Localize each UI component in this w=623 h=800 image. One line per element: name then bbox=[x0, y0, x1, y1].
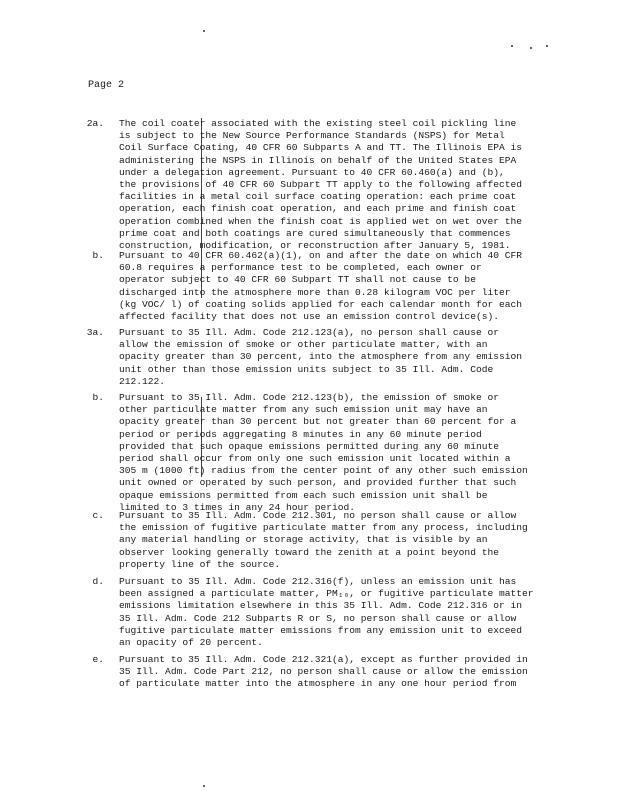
paragraph-line: unit other than those emission units subject to 35 Ill. Adm. Code bbox=[119, 363, 494, 375]
paragraph-3a bbox=[119, 327, 537, 388]
scan-speck bbox=[546, 45, 548, 47]
paragraph-line: (kg VOC/ l) of coating solids applied for each calendar month for each bbox=[119, 298, 523, 310]
paragraph-line: the provisions of 40 CFR 60 Subpart TT apply to the following affected bbox=[119, 179, 523, 191]
paragraph-label: e. bbox=[92, 654, 104, 665]
paragraph-line: opaque emissions permitted from each such emission unit shall be bbox=[119, 489, 488, 501]
paragraph-line: is subject to the New Source Performance Standards (NSPS) for Metal bbox=[119, 130, 505, 142]
paragraph-line: 212.122. bbox=[119, 375, 166, 387]
paragraph-line: period or periods aggregating 8 minutes in any 60 minute period bbox=[119, 428, 482, 440]
paragraph-label: b. bbox=[92, 392, 104, 403]
paragraph-line: observer looking generally toward the zenith at a point beyond the bbox=[119, 546, 499, 558]
paragraph-line: any material handling or storage activity, that is visible by an bbox=[119, 534, 488, 546]
paragraph-line: discharged into the atmosphere more than 0.28 kilogram VOC per liter bbox=[119, 286, 511, 298]
paragraph-line: provided that such opaque emissions permitted during any 60 minute bbox=[119, 440, 499, 452]
paragraph-line: opacity greater than 30 percent but not greater than 60 percent for a bbox=[119, 416, 517, 428]
paragraph-line: Pursuant to 35 Ill. Adm. Code 212.316(f), unless an emission unit has bbox=[119, 576, 517, 587]
paragraph-line: affected facility that does not use an emission control device(s). bbox=[119, 311, 499, 323]
paragraph-3d bbox=[119, 576, 537, 649]
paragraph-line: unit owned or operated by such person, and provided further that such bbox=[119, 477, 517, 489]
paragraph-line: construction, modification, or reconstruction after January 5, 1981. bbox=[119, 240, 511, 252]
paragraph-line: 35 Ill. Adm. Code 212 Subparts R or S, no person shall cause or allow bbox=[119, 612, 517, 624]
paragraph-line: prime coat and both coatings are cured simultaneously that commences bbox=[119, 227, 511, 239]
paragraph-line: 35 Ill. Adm. Code Part 212, no person shall cause or allow the emission bbox=[119, 666, 528, 678]
paragraph-line: administering the NSPS in Illinois on behalf of the United States EPA bbox=[119, 154, 517, 166]
scan-speck bbox=[203, 30, 205, 32]
paragraph-line: fugitive particulate matter emissions from any emission unit to exceed bbox=[119, 624, 523, 636]
scan-speck bbox=[203, 785, 205, 787]
paragraph-line: limited to 3 times in any 24 hour period. bbox=[119, 501, 356, 513]
paragraph-line: facilities in a metal coil surface coating operation: each prime coat bbox=[119, 191, 517, 203]
paragraph-line: property line of the source. bbox=[119, 558, 281, 570]
paragraph-2a bbox=[119, 118, 537, 252]
paragraph-line: of particulate matter into the atmosphere in any one hour period from bbox=[119, 678, 517, 690]
paragraph-line: Pursuant to 35 Ill. Adm. Code 212.123(a), no person shall cause or bbox=[119, 327, 499, 338]
paragraph-label: 3a. bbox=[86, 327, 104, 338]
paragraph-line: Pursuant to 35 Ill. Adm. Code 212.123(b), the emission of smoke or bbox=[119, 392, 499, 403]
paragraph-line: 60.8 requires a performance test to be completed, each owner or bbox=[119, 262, 482, 274]
paragraph-line: Coil Surface Coating, 40 CFR 60 Subparts A and TT. The Illinois EPA is bbox=[119, 142, 523, 154]
paragraph-3c bbox=[119, 510, 537, 571]
paragraph-label: d. bbox=[92, 576, 104, 587]
paragraph-line: an opacity of 20 percent. bbox=[119, 637, 263, 649]
paragraph-3e bbox=[119, 654, 537, 691]
paragraph-2b bbox=[119, 250, 537, 323]
paragraph-line: period shall occur from only one such emission unit located within a bbox=[119, 453, 511, 465]
scan-speck bbox=[511, 45, 513, 47]
paragraph-line: operator subject to 40 CFR 60 Subpart TT shall not cause to be bbox=[119, 274, 476, 286]
paragraph-line: the emission of fugitive particulate matter from any process, including bbox=[119, 522, 528, 534]
paragraph-line: The coil coater associated with the existing steel coil pickling line bbox=[119, 118, 517, 129]
paragraph-label: c. bbox=[92, 510, 104, 521]
scan-speck bbox=[530, 47, 532, 49]
paragraph-line: under a delegation agreement. Pursuant to 40 CFR 60.460(a) and (b), bbox=[119, 166, 505, 178]
paragraph-line: 305 m (1000 ft) radius from the center point of any other such emission bbox=[119, 465, 528, 477]
paragraph-line: been assigned a particulate matter, PM₁₀, or fugitive particulate matter bbox=[119, 588, 534, 600]
paragraph-line: Pursuant to 35 Ill. Adm. Code 212.321(a), except as further provided in bbox=[119, 654, 528, 665]
paragraph-line: Pursuant to 40 CFR 60.462(a)(1), on and after the date on which 40 CFR bbox=[119, 250, 523, 261]
paragraph-line: Pursuant to 35 Ill. Adm. Code 212.301, no person shall cause or allow bbox=[119, 510, 517, 521]
paragraph-label: b. bbox=[92, 250, 104, 261]
paragraph-line: allow the emission of smoke or other particulate matter, with an bbox=[119, 339, 488, 351]
paragraph-line: opacity greater than 30 percent, into the atmosphere from any emission bbox=[119, 351, 523, 363]
paragraph-label: 2a. bbox=[86, 118, 104, 129]
paragraph-line: operation combined when the finish coat is applied wet on wet over the bbox=[119, 215, 523, 227]
paragraph-line: operation, each finish coat operation, and each prime and finish coat bbox=[119, 203, 517, 215]
paragraph-3b bbox=[119, 392, 537, 514]
paragraph-line: emissions limitation elsewhere in this 35 Ill. Adm. Code 212.316 or in bbox=[119, 600, 523, 612]
page-header: Page 2 bbox=[88, 80, 125, 91]
paragraph-line: other particulate matter from any such emission unit may have an bbox=[119, 404, 488, 416]
